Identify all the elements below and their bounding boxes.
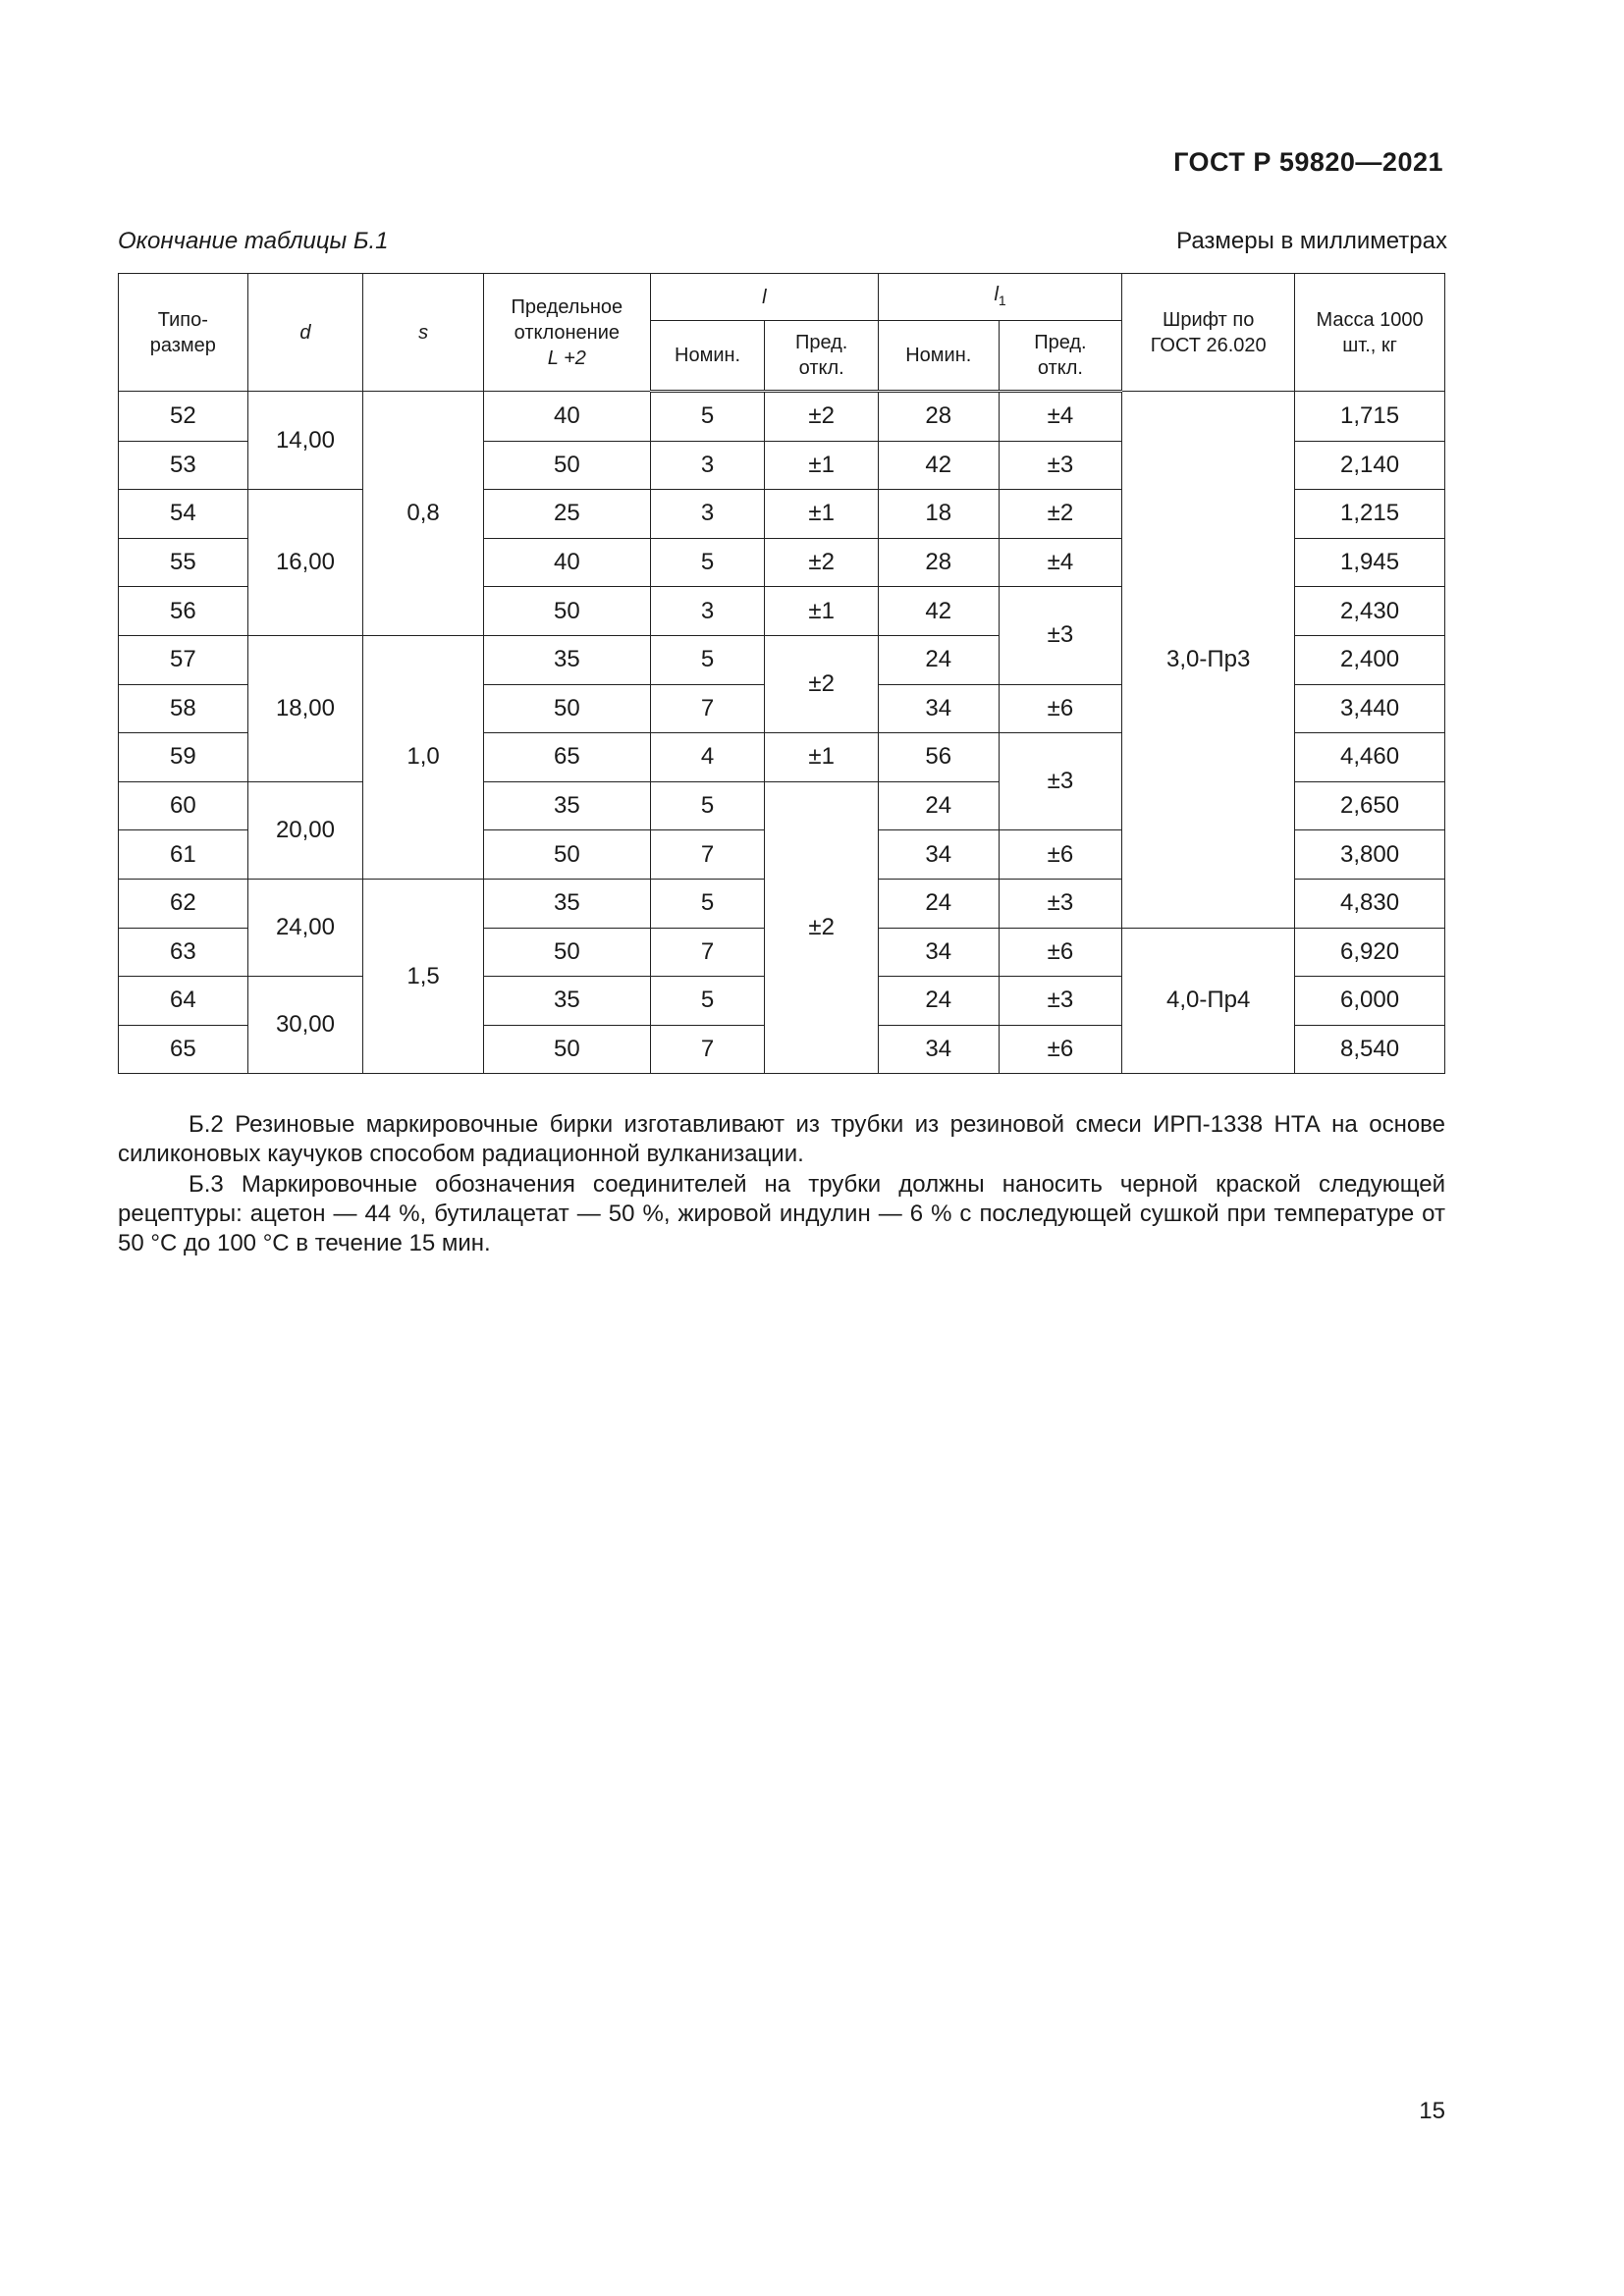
cell-l-dev: ±1 [765, 733, 879, 782]
header-l1-sub: 1 [998, 292, 1006, 308]
header-tolerance-line1: Предельное [511, 295, 623, 318]
cell-l-nomin: 7 [650, 1025, 765, 1074]
cell-l1-dev: ±4 [999, 392, 1122, 442]
cell-l1-dev: ±3 [999, 977, 1122, 1026]
header-d: d [247, 274, 363, 392]
cell-d: 24,00 [247, 879, 363, 976]
cell-tolerance: 50 [483, 441, 650, 490]
cell-tolerance: 40 [483, 392, 650, 442]
header-tipo: Типо-размер [119, 274, 248, 392]
page-number: 15 [1419, 2098, 1445, 2124]
cell-l-nomin: 5 [650, 977, 765, 1026]
cell-l-nomin: 7 [650, 830, 765, 880]
header-l1 [878, 274, 1121, 321]
cell-tipo: 54 [119, 490, 248, 539]
cell-font: 4,0-Пр4 [1122, 928, 1295, 1074]
cell-l1-dev: ±6 [999, 1025, 1122, 1074]
cell-l1-nomin: 28 [878, 392, 999, 442]
cell-l-nomin: 5 [650, 879, 765, 928]
cell-mass: 6,000 [1295, 977, 1445, 1026]
cell-l-dev: ±2 [765, 635, 879, 732]
cell-tipo: 65 [119, 1025, 248, 1074]
cell-l1-nomin: 24 [878, 635, 999, 684]
cell-l1-nomin: 24 [878, 879, 999, 928]
header-l1-dev: Пред. откл. [999, 321, 1122, 392]
cell-d: 30,00 [247, 977, 363, 1074]
cell-l1-nomin: 34 [878, 1025, 999, 1074]
cell-l1-nomin: 56 [878, 733, 999, 782]
cell-l1-dev: ±3 [999, 587, 1122, 684]
cell-l-dev: ±2 [765, 538, 879, 587]
cell-mass: 2,140 [1295, 441, 1445, 490]
header-font: Шрифт по ГОСТ 26.020 [1122, 274, 1295, 392]
cell-l1-nomin: 28 [878, 538, 999, 587]
cell-mass: 3,440 [1295, 684, 1445, 733]
cell-s: 0,8 [363, 392, 484, 636]
cell-mass: 2,430 [1295, 587, 1445, 636]
cell-tipo: 64 [119, 977, 248, 1026]
cell-l-nomin: 7 [650, 684, 765, 733]
cell-tolerance: 50 [483, 1025, 650, 1074]
cell-tolerance: 25 [483, 490, 650, 539]
cell-l1-nomin: 18 [878, 490, 999, 539]
cell-l1-dev: ±2 [999, 490, 1122, 539]
cell-s: 1,5 [363, 879, 484, 1073]
cell-tipo: 52 [119, 392, 248, 442]
cell-tipo: 59 [119, 733, 248, 782]
cell-l-nomin: 7 [650, 928, 765, 977]
cell-d: 18,00 [247, 635, 363, 781]
cell-mass: 3,800 [1295, 830, 1445, 880]
header-l1-base: l [994, 283, 999, 305]
cell-mass: 8,540 [1295, 1025, 1445, 1074]
cell-tolerance: 35 [483, 879, 650, 928]
header-s: s [363, 274, 484, 392]
cell-l-dev: ±1 [765, 587, 879, 636]
cell-tolerance: 50 [483, 684, 650, 733]
cell-l-nomin: 3 [650, 490, 765, 539]
cell-tipo: 62 [119, 879, 248, 928]
cell-l-dev: ±1 [765, 490, 879, 539]
header-mass: Масса 1000 шт., кг [1295, 274, 1445, 392]
cell-tolerance: 35 [483, 781, 650, 830]
cell-tipo: 56 [119, 587, 248, 636]
dimensions-table [118, 273, 1445, 1074]
cell-s: 1,0 [363, 635, 484, 879]
cell-mass: 4,460 [1295, 733, 1445, 782]
header-tolerance-line3: L +2 [547, 347, 586, 369]
cell-l-nomin: 5 [650, 392, 765, 442]
cell-l1-dev: ±6 [999, 928, 1122, 977]
cell-l1-dev: ±3 [999, 733, 1122, 830]
cell-l1-nomin: 24 [878, 781, 999, 830]
cell-l-nomin: 5 [650, 635, 765, 684]
cell-l-nomin: 3 [650, 587, 765, 636]
header-l1-nomin: Номин. [878, 321, 999, 392]
cell-l-nomin: 4 [650, 733, 765, 782]
cell-font: 3,0-Пр3 [1122, 392, 1295, 929]
cell-mass: 1,715 [1295, 392, 1445, 442]
cell-l1-dev: ±4 [999, 538, 1122, 587]
cell-tolerance: 35 [483, 977, 650, 1026]
cell-mass: 6,920 [1295, 928, 1445, 977]
cell-l-dev: ±2 [765, 781, 879, 1074]
cell-tolerance: 65 [483, 733, 650, 782]
document-id: ГОСТ Р 59820—2021 [1173, 147, 1443, 177]
header-tolerance-line2: отклонение [514, 321, 620, 344]
cell-mass: 2,400 [1295, 635, 1445, 684]
header-l: l [650, 274, 878, 321]
cell-tipo: 57 [119, 635, 248, 684]
cell-tolerance: 50 [483, 928, 650, 977]
cell-tolerance: 50 [483, 587, 650, 636]
cell-l1-nomin: 42 [878, 587, 999, 636]
cell-l1-dev: ±6 [999, 830, 1122, 880]
cell-tipo: 60 [119, 781, 248, 830]
header-tolerance [483, 274, 650, 392]
cell-tolerance: 40 [483, 538, 650, 587]
paragraph-b2: Б.2 Резиновые маркировочные бирки изготавливают из трубки из резиновой смеси ИРП-1338 НТА на основе силиконовых каучуков способом радиационной вулканизации. [118, 1111, 1445, 1167]
cell-tipo: 58 [119, 684, 248, 733]
cell-l1-nomin: 34 [878, 684, 999, 733]
cell-l1-nomin: 24 [878, 977, 999, 1026]
table-row [119, 392, 1445, 442]
header-l-dev: Пред. откл. [765, 321, 879, 392]
cell-tolerance: 50 [483, 830, 650, 880]
units-note: Размеры в миллиметрах [1176, 228, 1447, 254]
cell-l-dev: ±2 [765, 392, 879, 442]
cell-l-nomin: 5 [650, 781, 765, 830]
cell-mass: 1,215 [1295, 490, 1445, 539]
cell-mass: 2,650 [1295, 781, 1445, 830]
table-caption: Окончание таблицы Б.1 [118, 228, 389, 254]
cell-tipo: 55 [119, 538, 248, 587]
cell-tipo: 63 [119, 928, 248, 977]
cell-l1-nomin: 34 [878, 830, 999, 880]
cell-tolerance: 35 [483, 635, 650, 684]
cell-l1-dev: ±3 [999, 879, 1122, 928]
cell-tipo: 53 [119, 441, 248, 490]
paragraph-b3: Б.3 Маркировочные обозначения соединителей на трубки должны наносить черной краской следующей рецептуры: ацетон — 44 %, бутилацетат — 50 %, жировой индулин — 6 % с последующей сушкой при температуре от 50 °С до 100 °С в течение 15 мин. [118, 1171, 1445, 1256]
cell-l1-dev: ±6 [999, 684, 1122, 733]
cell-d: 16,00 [247, 490, 363, 636]
cell-d: 20,00 [247, 781, 363, 879]
header-l-nomin: Номин. [650, 321, 765, 392]
cell-mass: 4,830 [1295, 879, 1445, 928]
cell-l-dev: ±1 [765, 441, 879, 490]
cell-mass: 1,945 [1295, 538, 1445, 587]
cell-d: 14,00 [247, 392, 363, 490]
cell-l1-nomin: 34 [878, 928, 999, 977]
cell-l-nomin: 3 [650, 441, 765, 490]
cell-tipo: 61 [119, 830, 248, 880]
cell-l1-dev: ±3 [999, 441, 1122, 490]
cell-l1-nomin: 42 [878, 441, 999, 490]
cell-l-nomin: 5 [650, 538, 765, 587]
